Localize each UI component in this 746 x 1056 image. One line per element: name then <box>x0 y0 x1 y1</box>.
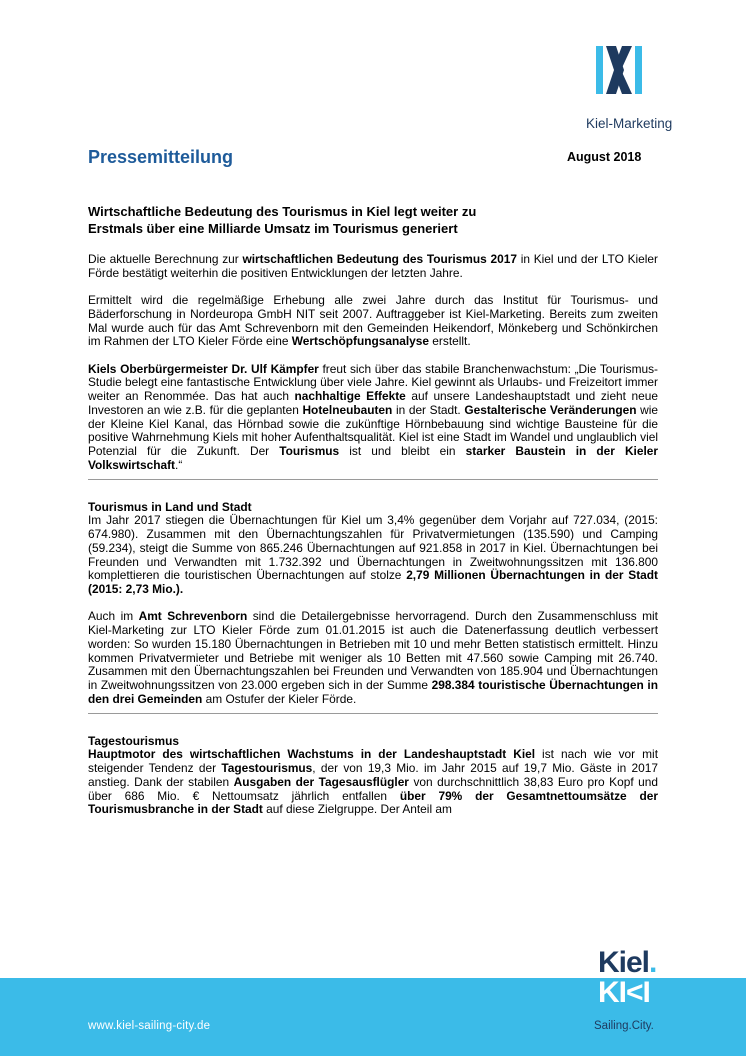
text-span: , der von 19,3 Mio. im Jahr 2015 auf 19,7 Mio. Gäste in 2017 anstieg. Dank der stabilen <box>88 761 658 789</box>
divider <box>88 479 658 480</box>
bold-span: nachhaltige Effekte <box>294 389 406 403</box>
section-title-tourismus: Tourismus in Land und Stadt <box>88 499 252 514</box>
kiel-word: Kiel <box>598 946 650 979</box>
bold-span: über 79% der Gesamtnettoumsätze der Tourismusbranche in der Stadt <box>88 788 658 817</box>
logo-text: Kiel-Marketing <box>586 116 673 131</box>
km-logo-icon <box>594 44 644 96</box>
paragraph-schrevenborn <box>88 610 658 706</box>
footer-url-link[interactable]: www.kiel-sailing-city.de <box>88 1020 211 1032</box>
text-span: in der Stadt. <box>392 402 465 417</box>
headline <box>88 203 658 237</box>
text-span: Die aktuelle Berechnung zur <box>88 252 243 266</box>
headline-line-1: Wirtschaftliche Bedeutung des Tourismus in Kiel legt weiter zu <box>88 204 477 219</box>
divider <box>88 713 658 714</box>
bold-span: Tagestourismus <box>221 761 313 775</box>
bold-span: Wertschöpfungsanalyse <box>291 334 429 349</box>
text-span: Im Jahr 2017 stiegen die Übernachtungen für Kiel um 3,4% gegenüber dem Vorjahr auf 727.034, (2015: 674.980). Zusammen mit den Übernachtungszahlen für Privatvermietungen (135.590) und Camping (59.234), steigt die Summe von 865.246 Übernachtungen auf 921.858 in 2017 in Kiel. Übernachtungen bei Freunden und Verwandten mit 1.732.392 und Übernachtungen in Zweitwohnungssitzen mit 136.800 komplettieren die touristischen Übernachtungen auf stolze <box>88 513 658 583</box>
bold-span: Kiels Oberbürgermeister Dr. Ulf Kämpfer <box>88 361 319 376</box>
paragraph-day-tourism <box>88 748 658 817</box>
bold-span: Ausgaben der Tagesausflügler <box>233 774 409 789</box>
bold-span: Amt Schrevenborn <box>138 609 248 624</box>
section-title-tagestourismus: Tagestourismus <box>88 733 179 748</box>
text-span: Auch im <box>88 609 139 624</box>
press-release-body <box>88 203 658 831</box>
text-span: freut sich über das stabile Branchenwachstum: „Die Tourismus-Studie belegt eine fantastische Entwicklung über viele Jahre. Kiel gewinnt als Urlaubs- und Freizeitort immer weiter an Renommée. Das hat auch <box>88 361 658 403</box>
text-span: am Ostufer der Kieler Förde. <box>202 691 357 706</box>
bold-span: Tourismus <box>279 444 340 458</box>
bold-span: Gestalterische Veränderungen <box>464 402 637 417</box>
text-span: sind die Detailergebnisse hervorragend. Durch den Zusammenschluss mit Kiel-Marketing zur LTO Kieler Förde zum 01.01.2015 ist auch die Datenerfassung deutlich verbessert worden: So wurden 15.180 Übernachtungen in Betrieben mit 10 und mehr Betten statistisch ermittelt. Hinzu kommen Privatvermieter und Betriebe mit weniger als 10 Betten mit 47.560 sowie Camping mit 26.740. Zusammen mit den Übernachtungszahlen bei Freunden und Verwandten von 185.904 und Übernachtungen in Zweitwohnungssitzen von 23.000 ergeben sich in der Summe <box>88 609 658 692</box>
footer-slogan: Sailing.City. <box>594 1020 654 1032</box>
kiel-dot: . <box>649 946 657 979</box>
bold-span: starker Baustein in der Kieler Volkswirtschaft <box>88 444 659 472</box>
paragraph-overnight-stays <box>88 514 658 597</box>
paragraph-intro <box>88 253 658 281</box>
text-span: ist und bleibt ein <box>339 444 466 458</box>
paragraph-method <box>88 294 658 349</box>
bold-span: wirtschaftlichen Bedeutung des Tourismus 2017 <box>242 252 517 266</box>
bold-span: Hauptmotor des wirtschaftlichen Wachstums in der Landeshauptstadt Kiel <box>88 747 536 762</box>
kiel-wordmark <box>598 948 678 978</box>
release-date: August 2018 <box>567 150 642 164</box>
text-span: erstellt. <box>429 334 471 349</box>
page-title: Pressemitteilung <box>88 147 234 167</box>
bold-span: 2,79 Millionen Übernachtungen in der Stadt (2015: 2,73 Mio.). <box>88 568 659 596</box>
text-span: auf diese Zielgruppe. Der Anteil am <box>262 802 452 817</box>
text-span: von durchschnittlich 38,83 Euro pro Kopf und über 686 Mio. € Nettoumsatz jährlich entfallen <box>88 774 658 803</box>
bold-span: Hotelneubauten <box>302 402 393 417</box>
text-span: in Kiel und der LTO Kieler Förde bestätigt weiterhin die positiven Entwicklungen der letzten Jahre. <box>88 252 659 280</box>
paragraph-quote <box>88 363 658 473</box>
text-span: Ermittelt wird die regelmäßige Erhebung alle zwei Jahre durch das Institut für Tourismus- und Bäderforschung in Nordeuropa GmbH NIT seit 2007. Auftraggeber ist Kiel-Marketing. Bereits zum zweiten Mal wurde auch für das Amt Schrevenborn mit den Gemeinden Heikendorf, Mönkeberg und Schönkirchen im Rahmen der LTO Kieler Förde eine <box>88 293 658 349</box>
kiel-sailing-city-logo <box>598 948 678 1008</box>
text-span: ist nach wie vor mit steigender Tendenz der <box>88 747 658 775</box>
bold-span: 298.384 touristische Übernachtungen in den drei Gemeinden <box>88 678 658 706</box>
kiel-mirror-wordmark: KI<I <box>598 976 650 1009</box>
text-span: auf unsere Landeshauptstadt und zieht neue Investoren an wie z.B. für die geplanten <box>88 389 658 417</box>
text-span: .“ <box>175 457 183 472</box>
text-span: wie der Kleine Kiel Kanal, das Hörnbad sowie die zukünftige Hörnbebauung sind wichtige Bausteine für die positive Wahrnehmung Kiels mit hoher Aufenthaltsqualität. Kiel ist eine Stadt im Wandel und unglaublich viel Potenzial für die Zukunft. Der <box>88 402 658 458</box>
headline-line-2: Erstmals über eine Milliarde Umsatz im Tourismus generiert <box>88 221 458 236</box>
